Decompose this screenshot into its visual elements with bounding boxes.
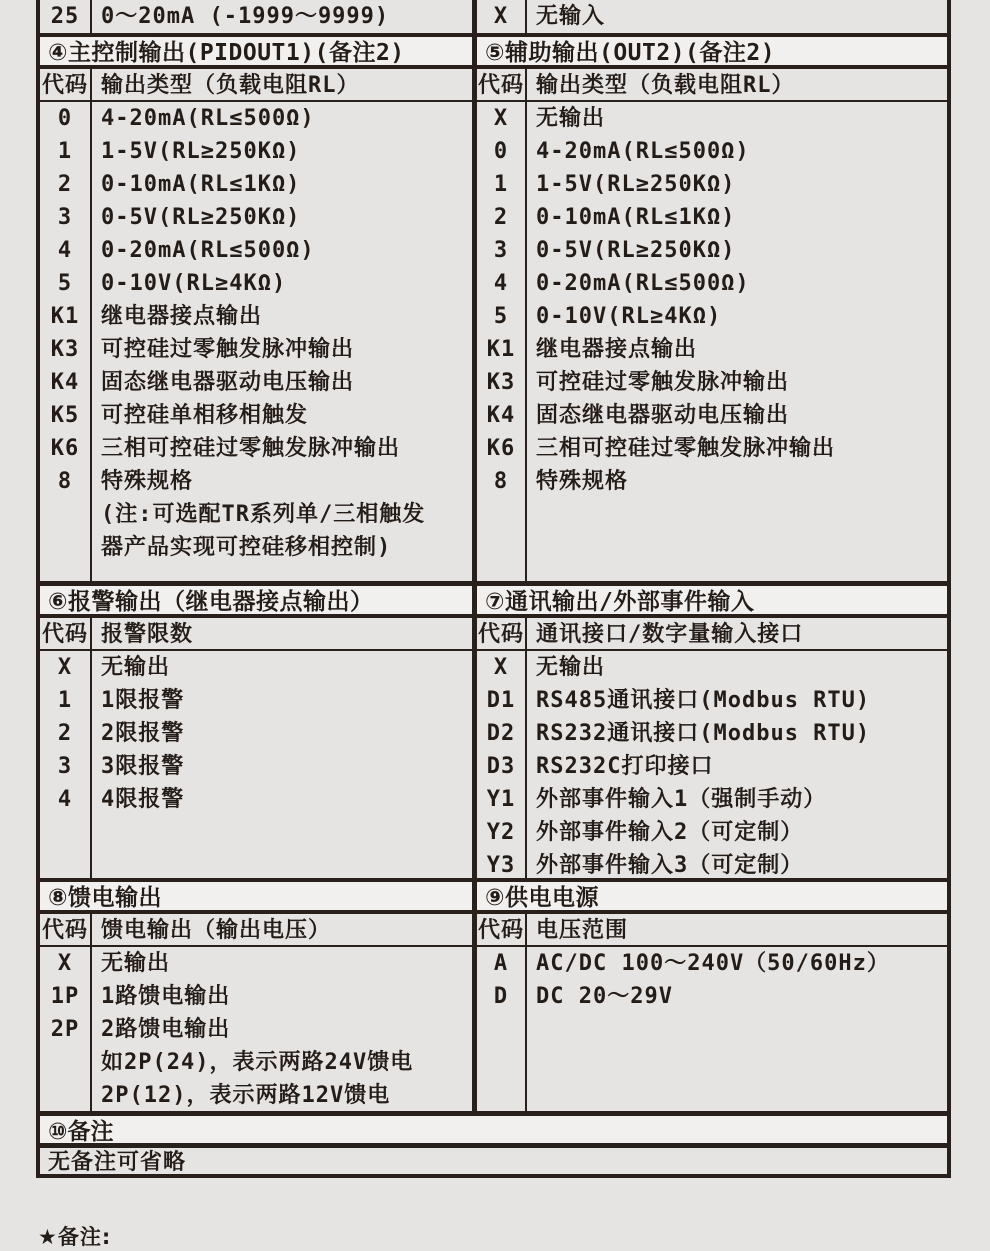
table-row: [40, 1046, 472, 1079]
table-row: [477, 102, 947, 135]
code-cell: 1: [40, 684, 92, 717]
code-cell: 3: [40, 201, 92, 234]
code-cell: X: [40, 947, 92, 980]
desc-cell: DC 20～29V: [536, 984, 673, 1009]
desc-cell: 如2P(24)，表示两路24V馈电: [101, 1050, 414, 1075]
code-cell: Y1: [477, 783, 527, 816]
desc-cell: 2限报警: [101, 721, 185, 746]
table-row: [40, 531, 472, 564]
table-row: [40, 201, 472, 234]
table-row: [40, 168, 472, 201]
desc-cell: 0-10V(RL≥4KΩ): [536, 304, 722, 329]
code-cell: X: [40, 651, 92, 684]
table-row: [40, 980, 472, 1013]
selection-code-table: [36, 0, 951, 1178]
desc-cell: 0～20mA (-1999～9999): [101, 4, 390, 29]
table-row: [477, 980, 947, 1013]
desc-cell: 三相可控硅过零触发脉冲输出: [101, 436, 401, 461]
code-cell: D2: [477, 717, 527, 750]
table-row: [477, 168, 947, 201]
table-row: [477, 717, 947, 750]
code-cell: 0: [477, 135, 527, 168]
table-row: [477, 366, 947, 399]
table-row: [40, 465, 472, 498]
table-row: [40, 366, 472, 399]
table-row: [40, 333, 472, 366]
table-row: [477, 465, 947, 498]
table-row: [477, 135, 947, 168]
table-row: [40, 102, 472, 135]
desc-cell: 2P(12)，表示两路12V馈电: [101, 1083, 391, 1108]
desc-cell: 固态继电器驱动电压输出: [536, 403, 790, 428]
table-row: [40, 300, 472, 333]
desc-cell: 1-5V(RL≥250KΩ): [536, 172, 736, 197]
code-cell: X: [477, 651, 527, 684]
desc-cell: RS232C打印接口: [536, 754, 714, 779]
section-6-7-title-band: [40, 586, 947, 618]
desc-cell: 0-10mA(RL≤1KΩ): [536, 205, 736, 230]
code-cell: 2: [477, 201, 527, 234]
code-cell: K5: [40, 399, 92, 432]
header-row: [477, 914, 947, 947]
table-row: [40, 0, 472, 33]
section-10-title: ⑩备注: [40, 1116, 947, 1148]
code-cell: 3: [40, 750, 92, 783]
desc-cell: 0-10mA(RL≤1KΩ): [101, 172, 301, 197]
desc-cell: 无输出: [101, 655, 171, 680]
section-6-title: ⑥报警输出（继电器接点输出）: [40, 586, 472, 614]
table-row: [40, 651, 472, 684]
header-row: [40, 618, 472, 651]
section-8-9-body: [40, 947, 947, 1116]
table-row: [477, 432, 947, 465]
desc-header-cell: 通讯接口/数字量输入接口: [536, 622, 804, 647]
table-row: [477, 333, 947, 366]
code-cell: X: [477, 0, 527, 33]
code-cell: K6: [40, 432, 92, 465]
code-cell: 2: [40, 168, 92, 201]
code-cell: D: [477, 980, 527, 1013]
desc-cell: RS485通讯接口(Modbus RTU): [536, 688, 871, 713]
header-row: [477, 618, 947, 651]
table-row: [477, 783, 947, 816]
code-header-cell: 代码: [40, 914, 92, 947]
code-cell: D1: [477, 684, 527, 717]
code-cell: K1: [40, 300, 92, 333]
desc-header-cell: 电压范围: [536, 918, 629, 943]
desc-cell: 2路馈电输出: [101, 1017, 231, 1042]
code-cell: K6: [477, 432, 527, 465]
table-row: [40, 783, 472, 816]
code-cell: 5: [40, 267, 92, 300]
code-cell: 4: [40, 783, 92, 816]
table-row: [477, 684, 947, 717]
table-row: [40, 234, 472, 267]
desc-cell: 3限报警: [101, 754, 185, 779]
code-cell: K4: [40, 366, 92, 399]
table-row: [477, 267, 947, 300]
code-cell: K3: [477, 366, 527, 399]
table-row: [477, 201, 947, 234]
desc-cell: 0-10V(RL≥4KΩ): [101, 271, 287, 296]
code-cell: 1: [40, 135, 92, 168]
section-9-title: ⑨供电电源: [477, 882, 947, 910]
code-cell: 1: [477, 168, 527, 201]
code-cell: 8: [40, 465, 92, 498]
table-row: [40, 947, 472, 980]
code-cell: 4: [477, 267, 527, 300]
desc-cell: 1路馈电输出: [101, 984, 231, 1009]
desc-cell: 4-20mA(RL≤500Ω): [536, 139, 750, 164]
section-5-rows: [477, 102, 947, 498]
section-8-title: ⑧馈电输出: [40, 882, 472, 910]
desc-header-cell: 馈电输出（输出电压）: [101, 918, 332, 943]
code-cell: K1: [477, 333, 527, 366]
table-row-top: [40, 0, 947, 37]
table-row: [477, 947, 947, 980]
table-row: [477, 399, 947, 432]
desc-cell: AC/DC 100～240V（50/60Hz）: [536, 951, 890, 976]
empty-cell-area: [477, 1013, 947, 1111]
section-4-title: ④主控制输出(PIDOUT1)(备注2): [40, 37, 472, 65]
table-row: [40, 399, 472, 432]
table-row: [477, 0, 947, 33]
table-row: [40, 498, 472, 531]
footnote-remark: ★备注:: [38, 1225, 112, 1249]
desc-cell: 器产品实现可控硅移相控制): [101, 535, 392, 560]
code-header-cell: 代码: [40, 69, 92, 102]
desc-cell: 外部事件输入3（可定制）: [536, 853, 804, 878]
desc-cell: 1限报警: [101, 688, 185, 713]
desc-cell: 外部事件输入1（强制手动）: [536, 787, 827, 812]
table-row: [40, 750, 472, 783]
section-8-rows: [40, 947, 472, 1112]
desc-cell: 外部事件输入2（可定制）: [536, 820, 804, 845]
table-row: [40, 135, 472, 168]
desc-cell: 4限报警: [101, 787, 185, 812]
desc-cell: (注:可选配TR系列单/三相触发: [101, 502, 426, 527]
code-cell: [40, 498, 92, 531]
table-row: [40, 717, 472, 750]
desc-cell: 继电器接点输出: [536, 337, 698, 362]
code-cell: 2P: [40, 1013, 92, 1046]
section-4-5-title-band: [40, 37, 947, 69]
code-cell: 25: [40, 0, 92, 33]
section-6-7-body: [40, 651, 947, 882]
desc-cell: 可控硅过零触发脉冲输出: [101, 337, 355, 362]
code-cell: X: [477, 102, 527, 135]
desc-cell: 无输出: [536, 106, 606, 131]
desc-cell: 继电器接点输出: [101, 304, 263, 329]
desc-cell: RS232通讯接口(Modbus RTU): [536, 721, 871, 746]
section-8-9-header: [40, 914, 947, 947]
table-row: [477, 300, 947, 333]
code-cell: 0: [40, 102, 92, 135]
header-row: [477, 69, 947, 102]
table-row: [40, 1013, 472, 1046]
table-row: [477, 816, 947, 849]
table-row: [477, 234, 947, 267]
desc-cell: 1-5V(RL≥250KΩ): [101, 139, 301, 164]
section-5-title: ⑤辅助输出(OUT2)(备注2): [477, 37, 947, 65]
code-cell: 5: [477, 300, 527, 333]
desc-cell: 可控硅过零触发脉冲输出: [536, 370, 790, 395]
desc-cell: 无输出: [536, 655, 606, 680]
code-header-cell: 代码: [477, 914, 527, 947]
empty-cell-area: [477, 498, 947, 581]
section-4-5-header: [40, 69, 947, 102]
desc-cell: 无输出: [101, 951, 171, 976]
code-header-cell: 代码: [40, 618, 92, 651]
section-9-rows: [477, 947, 947, 1013]
desc-cell: 特殊规格: [536, 469, 629, 494]
code-header-cell: 代码: [477, 618, 527, 651]
section-6-7-header: [40, 618, 947, 651]
table-row: [40, 684, 472, 717]
desc-cell: 可控硅单相移相触发: [101, 403, 309, 428]
code-header-cell: 代码: [477, 69, 527, 102]
code-cell: 4: [40, 234, 92, 267]
section-4-5-body: [40, 102, 947, 586]
code-cell: [40, 531, 92, 564]
code-cell: Y3: [477, 849, 527, 882]
desc-header-cell: 报警限数: [101, 622, 194, 647]
code-cell: [40, 1046, 92, 1079]
code-cell: 3: [477, 234, 527, 267]
section-7-title: ⑦通讯输出/外部事件输入: [477, 586, 947, 614]
desc-cell: 4-20mA(RL≤500Ω): [101, 106, 315, 131]
desc-cell: 0-20mA(RL≤500Ω): [101, 238, 315, 263]
desc-cell: 无输入: [536, 4, 606, 29]
section-10-note: 无备注可省略: [40, 1148, 947, 1178]
empty-cell-area: [40, 564, 472, 581]
code-cell: K4: [477, 399, 527, 432]
desc-cell: 0-5V(RL≥250KΩ): [101, 205, 301, 230]
desc-header-cell: 输出类型（负载电阻RL）: [536, 73, 795, 98]
code-cell: A: [477, 947, 527, 980]
section-7-rows: [477, 651, 947, 882]
table-row: [477, 750, 947, 783]
desc-header-cell: 输出类型（负载电阻RL）: [101, 73, 360, 98]
desc-cell: 固态继电器驱动电压输出: [101, 370, 355, 395]
desc-cell: 0-20mA(RL≤500Ω): [536, 271, 750, 296]
section-4-rows: [40, 102, 472, 564]
desc-cell: 特殊规格: [101, 469, 194, 494]
table-row: [477, 849, 947, 882]
code-cell: 8: [477, 465, 527, 498]
desc-cell: 三相可控硅过零触发脉冲输出: [536, 436, 836, 461]
code-cell: D3: [477, 750, 527, 783]
table-row: [40, 1079, 472, 1112]
code-cell: 2: [40, 717, 92, 750]
code-cell: K3: [40, 333, 92, 366]
section-6-rows: [40, 651, 472, 816]
section-8-9-title-band: [40, 882, 947, 914]
desc-cell: 0-5V(RL≥250KΩ): [536, 238, 736, 263]
code-cell: [40, 1079, 92, 1112]
table-row: [40, 432, 472, 465]
code-cell: 1P: [40, 980, 92, 1013]
code-cell: Y2: [477, 816, 527, 849]
table-row: [40, 267, 472, 300]
header-row: [40, 69, 472, 102]
empty-cell-area: [40, 816, 472, 878]
table-row: [477, 651, 947, 684]
header-row: [40, 914, 472, 947]
